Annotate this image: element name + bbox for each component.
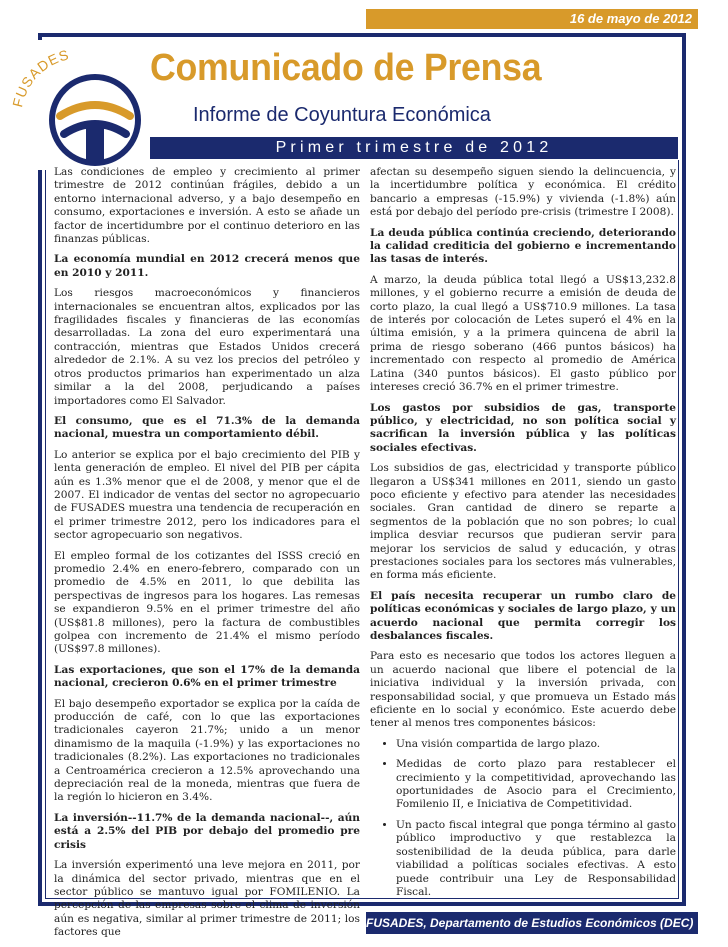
report-subtitle: Informe de Coyuntura Económica (193, 104, 491, 126)
logo-text: FUSADES (9, 46, 72, 109)
right-column (370, 166, 676, 906)
paragraph: Lo anterior se explica por el bajo crecimiento del PIB y lenta generación de empleo. El nivel del PIB per cápita aún es 1.3% menor que el de 2008, y menor que el de 2007. El indicador de ventas del sector no agropecuario de FUSADES muestra una tendencia de recuperación en el primer trimestre 2012, pero los indicadores para el sector agropecuario son negativos. (54, 448, 360, 542)
date-banner: 16 de mayo de 2012 (366, 9, 698, 29)
left-column (54, 166, 360, 947)
paragraph: El empleo formal de los cotizantes del ISSS creció en promedio 2.4% en enero-febrero, comparado con un promedio de 4.5% en 2011, lo que debilita las perspectivas de ingresos para los hogares. Las remesas se expandieron 9.5% en el primer trimestre del año (US$81.8 millones), pero la factura de combustibles golpea con incremento de 21.4% el mismo período (US$97.8 millones). (54, 549, 360, 656)
paragraph: El bajo desempeño exportador se explica por la caída de producción de café, con lo que las exportaciones tradicionales cayeron 21.7%; unido a un menor dinamismo de la maquila (-1.9%) y las exportaciones no tradicionales (8.2%). Las exportaciones no tradicionales a Centroamérica crecieron a 12.5% aprovechando una depreciación real de la moneda, mientras que fuera de la región lo hicieron en 3.4%. (54, 697, 360, 804)
paragraph: afectan su desempeño siguen siendo la delincuencia, y la incertidumbre política y económica. El crédito bancario a empresas (-15.9%) y vivienda (-1.8%) aún está por debajo del período pre-crisis (trimestre I 2008). (370, 166, 676, 219)
page-title: Comunicado de Prensa (150, 47, 542, 89)
list-item: • Medidas de corto plazo para restablecer el crecimiento y la competitividad, aprovechando las oportunidades de Asocio para el Crecimiento, Fomilenio II, e Iniciativa de Competitividad. (396, 758, 676, 812)
section-heading: Los gastos por subsidios de gas, transporte público, y electricidad, no son política social y sacrifican la inversión pública y las políticas sociales efectivas. (370, 401, 676, 454)
paragraph: Los subsidios de gas, electricidad y transporte público llegaron a US$341 millones en 2011, siendo un gasto poco eficiente y efectivo para atender las necesidades sociales. Gran cantidad de dinero se reparte a segmentos de la población que no son pobres; lo cual implica desviar recursos que pudieran servir para mejorar los servicios de salud y educación, y otras prestaciones sociales para los sectores más vulnerables, en forma más eficiente. (370, 462, 676, 582)
fusades-logo (0, 40, 150, 170)
paragraph: Los riesgos macroeconómicos y financieros internacionales se encuentran altos, explicados por las fragilidades fiscales y financieras de las economías desarrolladas. La zona del euro experimentará una contracción, mientras que Estados Unidos crecerá alrededor de 2.1%. A su vez los precios del petróleo y otros productos primarios han experimentado un alza similar a la del 2008, perjudicando a países importadores como El Salvador. (54, 287, 360, 407)
period-banner: Primer trimestre de 2012 (150, 137, 678, 159)
paragraph: La inversión experimentó una leve mejora en 2011, por la dinámica del sector privado, mientras que en el sector público se mantuvo igual por FOMILENIO. La percepción de las empresas sobre el clima de inversión aún es negativa, similar al primer trimestre de 2011; los factores que (54, 859, 360, 939)
section-heading: El consumo, que es el 71.3% de la demanda nacional, muestra un comportamiento débil. (54, 414, 360, 441)
paragraph: Para esto es necesario que todos los actores lleguen a un acuerdo nacional que libere el potencial de la iniciativa individual y la inversión privada, con responsabilidad social, y que promueva un Estado más eficiente en lo social y económico. Este acuerdo debe tener al menos tres componentes básicos: (370, 650, 676, 730)
paragraph: A marzo, la deuda pública total llegó a US$13,232.8 millones, y el gobierno recurre a emisión de deuda de corto plazo, la cual llegó a US$710.9 millones. La tasa de interés por colocación de Letes superó el 4% en la última emisión, y a la primera quincena de abril la prima de riesgo soberano (466 puntos básicos) ha incrementado con respecto al promedio de América Latina (340 puntos básicos). El gasto público por intereses creció 36.7% en el primer trimestre. (370, 273, 676, 394)
footer-banner: FUSADES, Departamento de Estudios Económicos (DEC) (366, 912, 698, 934)
section-heading: Las exportaciones, que son el 17% de la demanda nacional, crecieron 0.6% en el primer trimestre (54, 663, 360, 690)
paragraph: Las condiciones de empleo y crecimiento al primer trimestre de 2012 continúan frágiles, debido a un entorno internacional adverso, y a bajo desempeño en consumo, exportaciones e inversión. A esto se añade un factor de incertidumbre por el continuo deterioro en las finanzas públicas. (54, 166, 360, 246)
list-item: • Un pacto fiscal integral que ponga término al gasto público improductivo y que restablezca la sostenibilidad de la deuda pública, para darle viabilidad a políticas sociales efectivas. A esto puede contribuir una Ley de Responsabilidad Fiscal. (396, 819, 676, 899)
section-heading: La economía mundial en 2012 crecerá menos que en 2010 y 2011. (54, 253, 360, 279)
fusades-logo-icon (0, 40, 150, 170)
section-heading: La deuda pública continúa creciendo, deteriorando la calidad crediticia del gobierno e incrementando las tasas de interés. (370, 226, 676, 266)
section-heading: El país necesita recuperar un rumbo claro de políticas económicas y sociales de largo plazo, y un acuerdo nacional que permita corregir los desbalances fiscales. (370, 589, 676, 642)
bullet-list (370, 738, 676, 899)
section-heading: La inversión--11.7% de la demanda nacional--, aún está a 2.5% del PIB por debajo del promedio pre crisis (54, 811, 360, 851)
list-item: • Una visión compartida de largo plazo. (396, 738, 676, 751)
